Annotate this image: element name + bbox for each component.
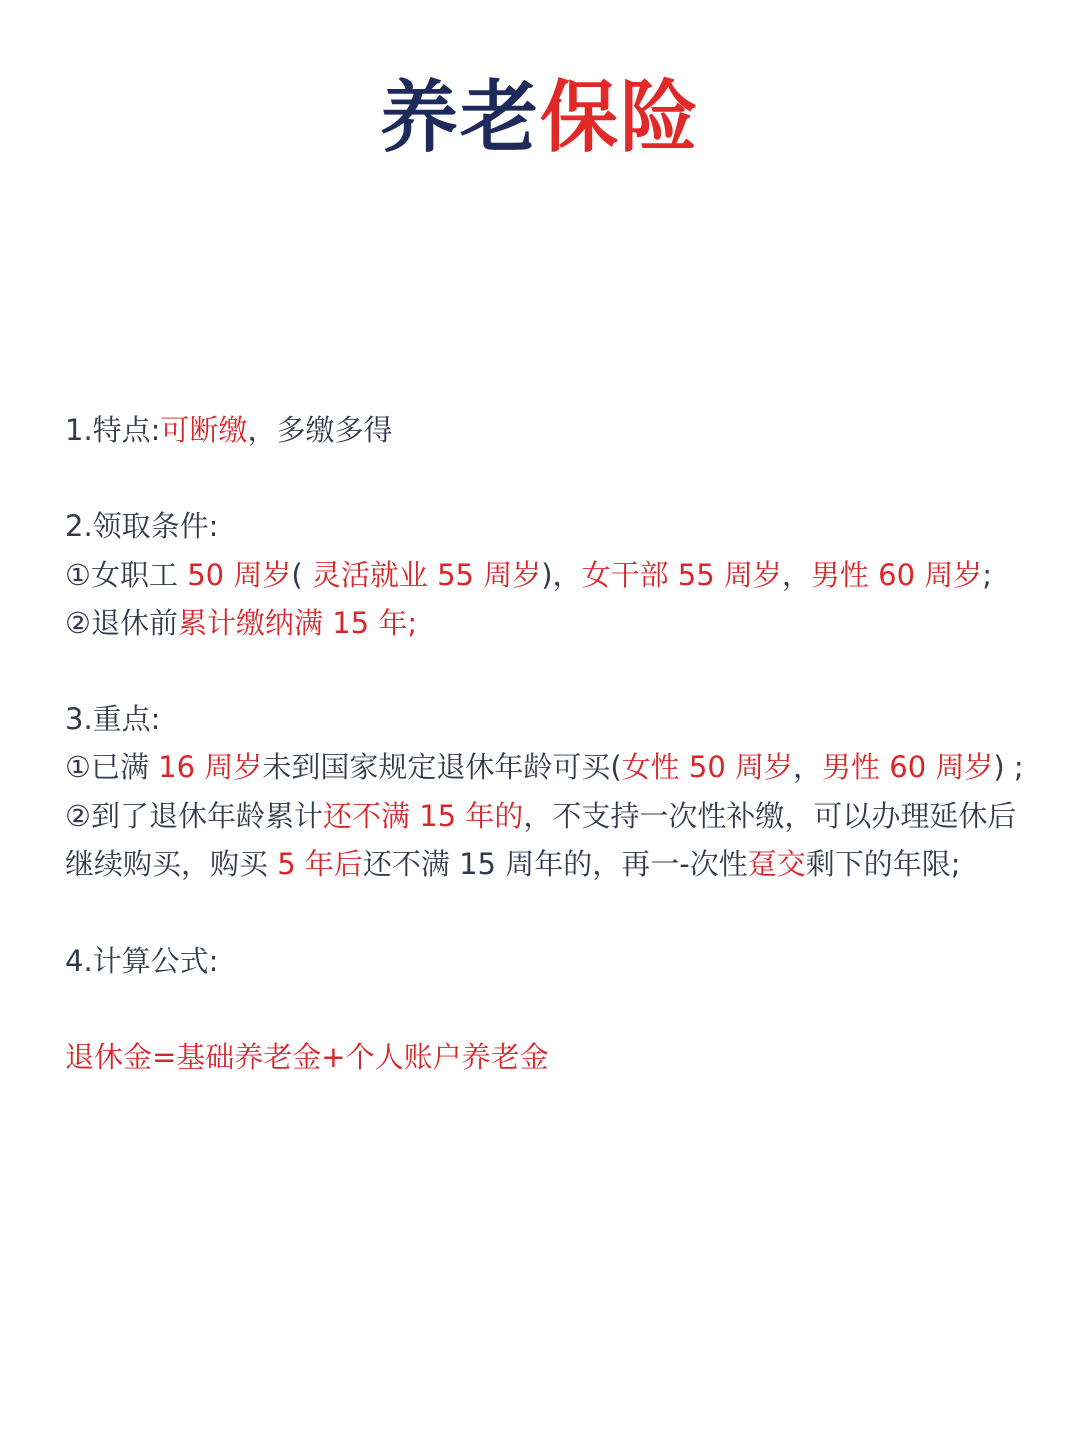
text-segment: ，	[781, 558, 811, 592]
section-1-suffix: ，多缴多得	[247, 413, 393, 447]
highlight-segment: 15 年;	[323, 606, 418, 640]
section-3-heading: 3.重点:	[65, 702, 161, 736]
highlight-segment: 男性 60 周岁	[810, 558, 983, 592]
text-segment: 未到国家规定退休年龄可买(	[262, 750, 622, 784]
section-3-item-2-line-1	[65, 792, 1016, 840]
text-segment: (	[291, 558, 312, 592]
title-part-dark: 养老	[379, 73, 540, 163]
section-4-heading: 4.计算公式:	[65, 944, 219, 978]
text-segment: ①已满	[65, 750, 159, 784]
text-segment: 还不满 15 周年的，再一-次性	[362, 847, 748, 881]
highlight-segment: 累计缴纳满	[178, 606, 324, 640]
section-1-highlight: 可断缴	[160, 413, 248, 447]
highlight-segment: 女性 50 周岁	[621, 750, 794, 784]
section-4-formula: 退休金=基础养老金+个人账户养老金	[65, 1040, 549, 1074]
highlight-segment: 5 年后	[277, 847, 363, 881]
page-title	[0, 70, 1080, 166]
section-3-item-2-line-2	[65, 840, 961, 888]
text-segment: ①女职工	[65, 558, 188, 592]
text-segment: 剩下的年限;	[805, 847, 961, 881]
section-2-heading: 2.领取条件:	[65, 509, 219, 543]
text-segment: ②到了退休年龄累计	[65, 799, 323, 833]
text-segment: ②退休前	[65, 606, 178, 640]
text-segment: ，	[793, 750, 823, 784]
title-part-red: 保险	[540, 73, 701, 163]
highlight-segment: 还不满 15 年的	[323, 799, 524, 833]
highlight-segment: 灵活就业 55 周岁	[311, 558, 542, 592]
section-1-prefix: 1.特点:	[65, 413, 161, 447]
highlight-segment: 50 周岁	[187, 558, 292, 592]
text-segment: )，	[541, 558, 582, 592]
section-3-item-1	[65, 743, 1024, 791]
text-segment: ，不支持一次性补缴，可以办理延休后	[523, 799, 1017, 833]
highlight-segment: 16 周岁	[158, 750, 263, 784]
section-2-item-1	[65, 551, 992, 599]
text-segment: ) ;	[993, 750, 1024, 784]
highlight-segment: 男性 60 周岁	[822, 750, 994, 784]
highlight-segment: 女干部 55 周岁	[581, 558, 782, 592]
text-segment: 继续购买，购买	[65, 847, 278, 881]
section-1-features	[65, 406, 392, 454]
highlight-segment: 趸交	[747, 847, 806, 881]
section-2-item-2	[65, 599, 417, 647]
text-segment: ;	[982, 558, 993, 592]
